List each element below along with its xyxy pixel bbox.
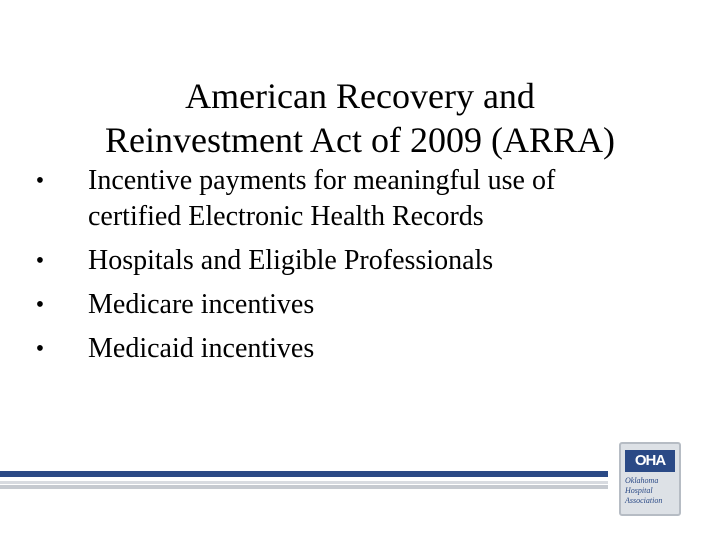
bullet-marker: • <box>35 336 45 362</box>
oha-logo-mark: OHA <box>625 450 675 472</box>
bullet-text-line: Medicaid incentives <box>88 333 315 364</box>
bullet-text-line: certified Electronic Health Records <box>88 201 484 232</box>
bullet-marker: • <box>35 292 45 318</box>
footer-rule-light <box>0 481 608 489</box>
bullet-item <box>28 243 668 279</box>
title-line-1: American Recovery and <box>185 76 535 117</box>
bullet-item <box>28 163 668 235</box>
logo-name-line: Hospital <box>625 486 653 495</box>
bullet-marker: • <box>35 168 45 194</box>
bullet-text-line: Incentive payments for meaningful use of <box>88 165 556 196</box>
bullet-marker: • <box>35 248 45 274</box>
bullet-list <box>28 163 668 375</box>
oha-logo <box>619 442 681 516</box>
bullet-item <box>28 287 668 323</box>
bullet-item <box>28 331 668 367</box>
footer-rule-dark <box>0 471 608 477</box>
oha-logo-name <box>625 476 677 506</box>
bullet-text-line: Medicare incentives <box>88 289 315 320</box>
logo-name-line: Oklahoma <box>625 476 659 485</box>
title-line-2: Reinvestment Act of 2009 (ARRA) <box>105 120 615 161</box>
bullet-text-line: Hospitals and Eligible Professionals <box>88 245 494 276</box>
logo-name-line: Association <box>625 496 663 505</box>
slide-title <box>40 74 680 162</box>
